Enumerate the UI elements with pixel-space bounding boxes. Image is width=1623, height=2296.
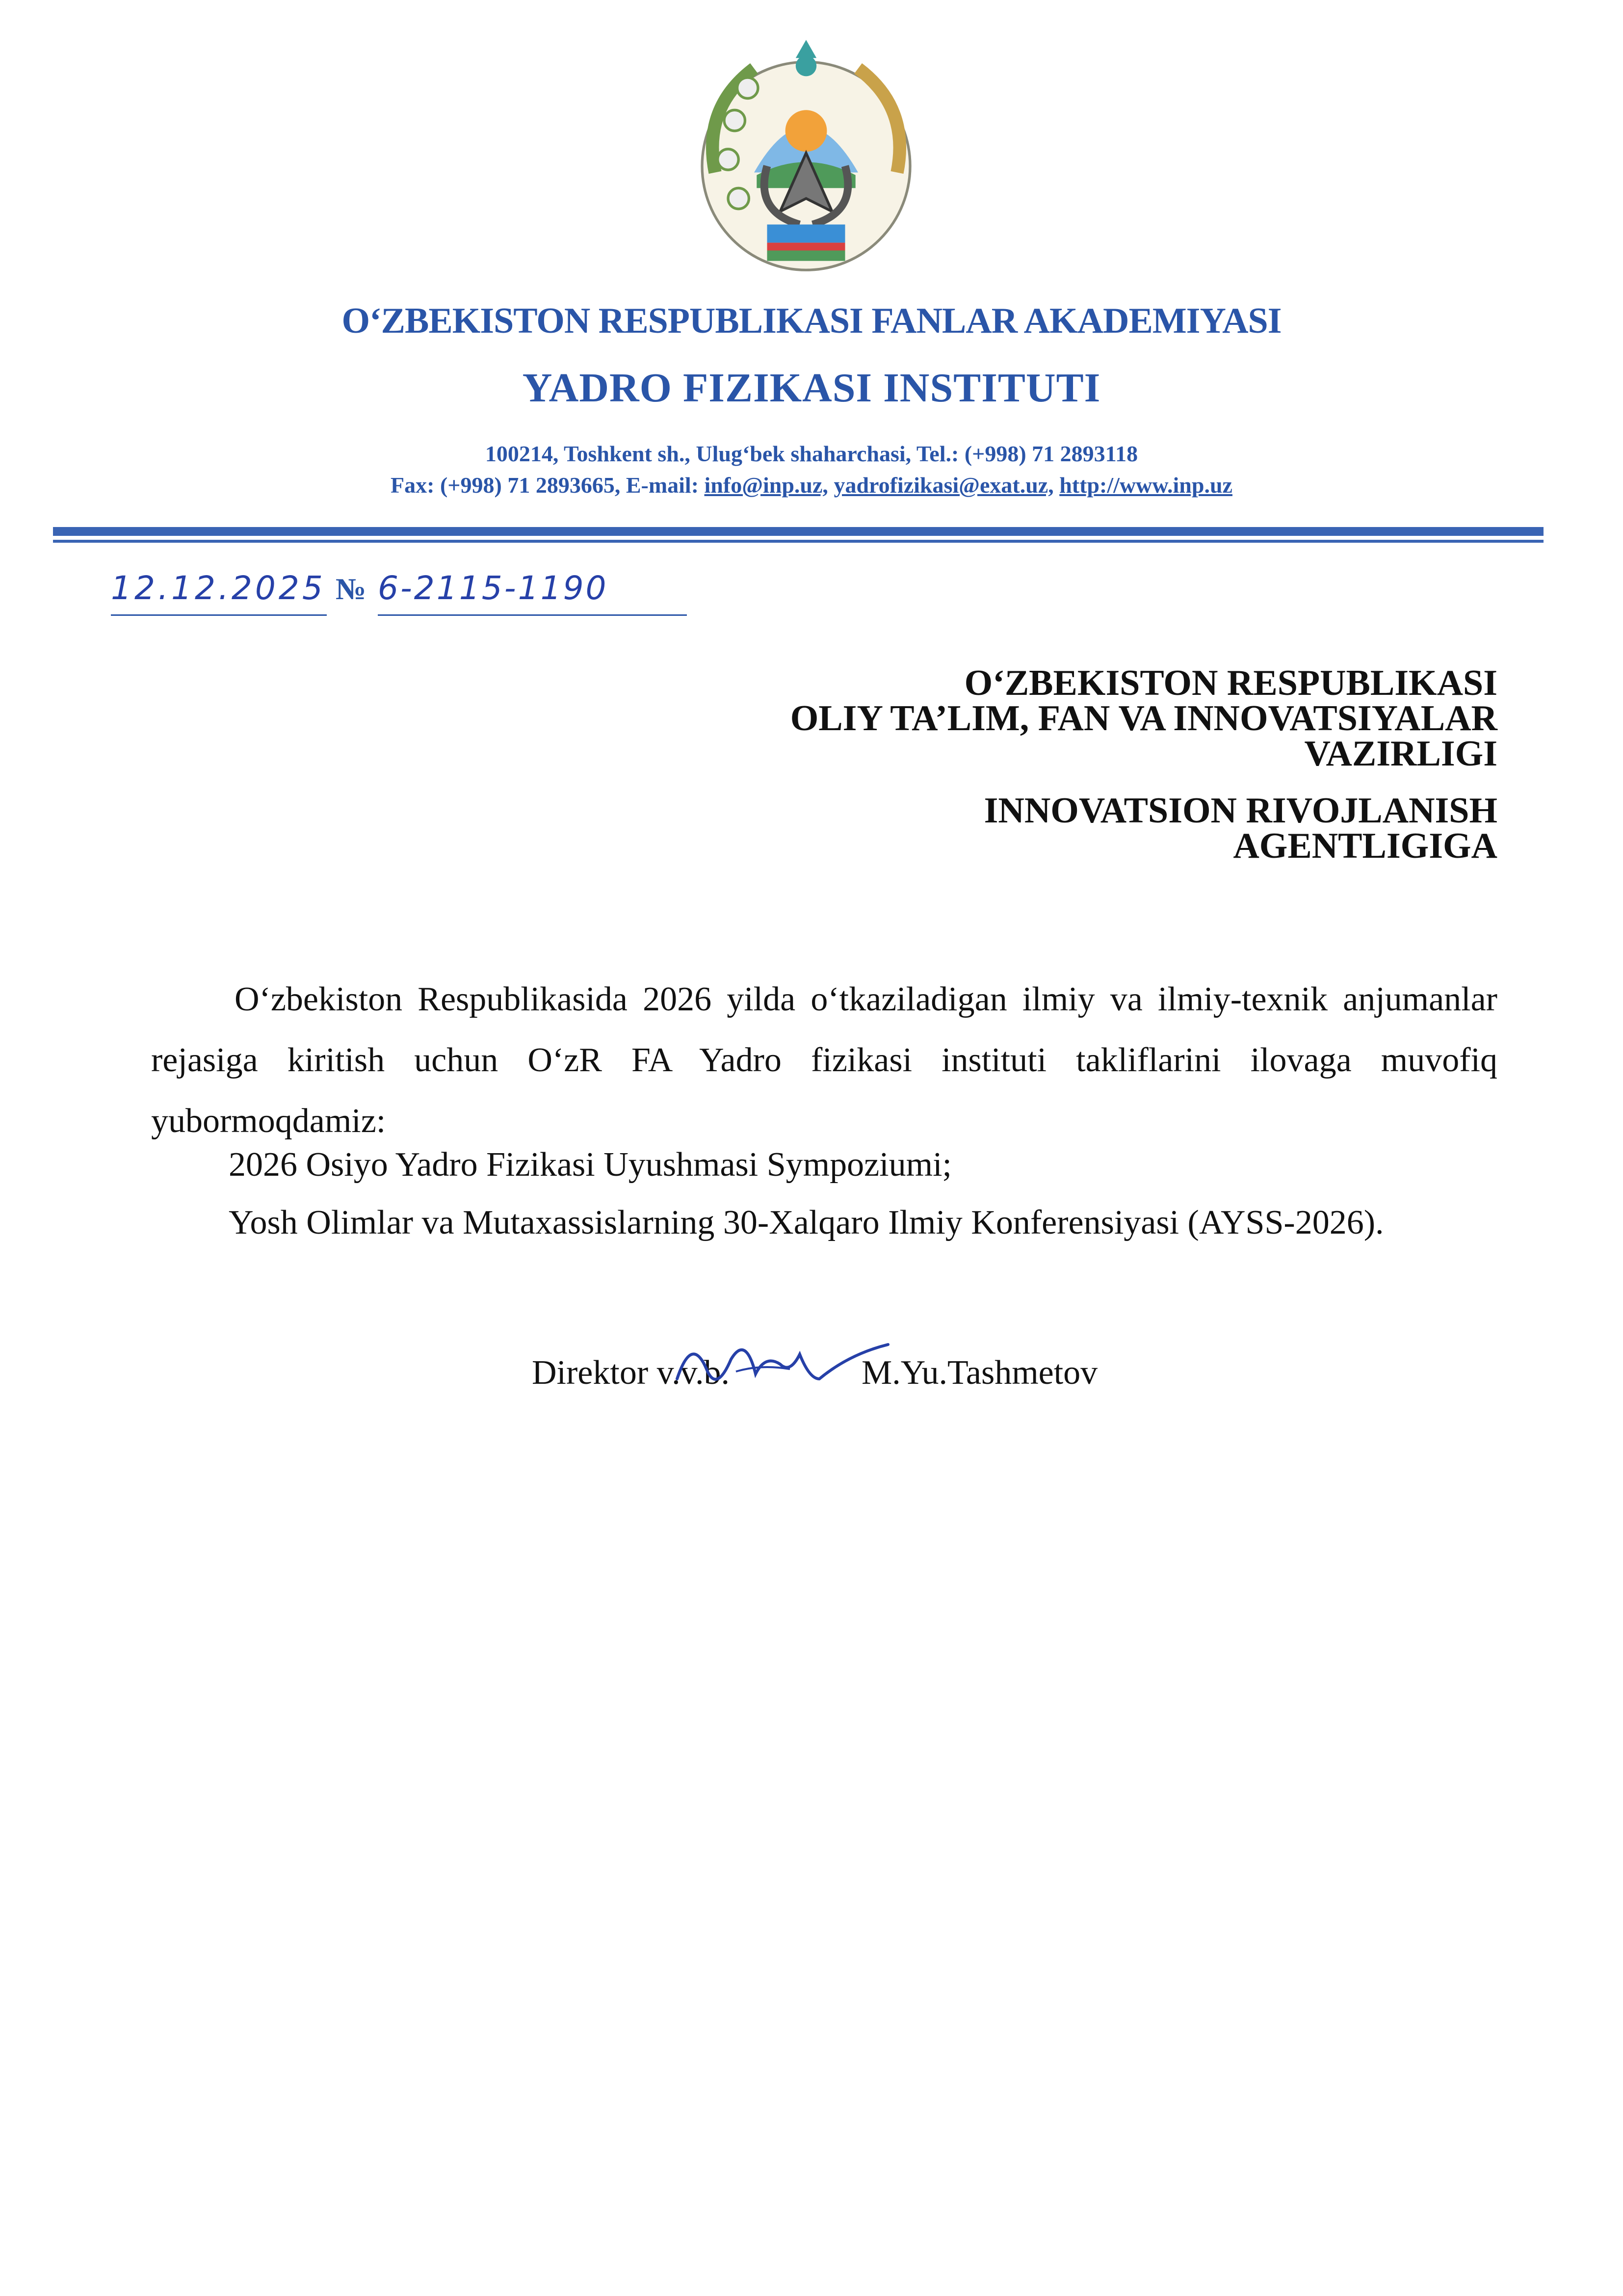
institute-name: YADRO FIZIKASI INSTITUTI [522,365,1101,411]
number-sign: № [336,573,366,606]
recipient-line: INNOVATSION RIVOJLANISH [984,791,1497,831]
email-link-yadrofizikasi[interactable]: yadrofizikasi@exat.uz, [834,473,1054,498]
website-link[interactable]: http://www.inp.uz [1059,473,1232,498]
address-line: 100214, Toshkent sh., Ulug‘bek shaharchasi, Tel.: (+998) 71 2893118 [485,441,1138,466]
contact-line [0,472,1623,498]
date-underline [111,614,327,616]
signatory-title: Direktor v.v.b. [532,1354,730,1392]
paragraph-text: O‘zbekiston Respublikasida 2026 yilda o‘tkaziladigan ilmiy va ilmiy-texnik anjumanlar rejasiga kiritish uchun O‘zR FA Yadro fizikasi instituti takliflarini ilovaga muvofiq yubormoqdamiz: [151,980,1497,1140]
document-date: 12.12.2025 [111,569,326,607]
recipient-line: AGENTLIGIGA [1233,826,1497,866]
list-item: 2026 Osiyo Yadro Fizikasi Uyushmasi Sympoziumi; [229,1146,952,1184]
header-divider-thick [53,527,1544,536]
fax-email-label: Fax: (+998) 71 2893665, E-mail: [391,473,705,498]
recipient-line: VAZIRLIGI [1304,734,1497,774]
header-divider-thin [53,540,1544,543]
academy-name: O‘ZBEKISTON RESPUBLIKASI FANLAR AKADEMIYASI [341,301,1282,341]
uzbekistan-state-emblem-icon [676,29,936,290]
registration-number: 6-2115-1190 [378,569,608,607]
recipient-block [516,665,1497,864]
recipient-line: OLIY TA’LIM, FAN VA INNOVATSIYALAR [790,698,1497,739]
email-link-info[interactable]: info@inp.uz, [704,473,828,498]
signatory-name: M.Yu.Tashmetov [862,1354,1098,1392]
recipient-line: O‘ZBEKISTON RESPUBLIKASI [964,663,1497,703]
number-underline [378,614,687,616]
list-item: Yosh Olimlar va Mutaxassislarning 30-Xalqaro Ilmiy Konferensiyasi (AYSS-2026). [229,1204,1384,1241]
letter-body-paragraph [151,969,1497,1152]
